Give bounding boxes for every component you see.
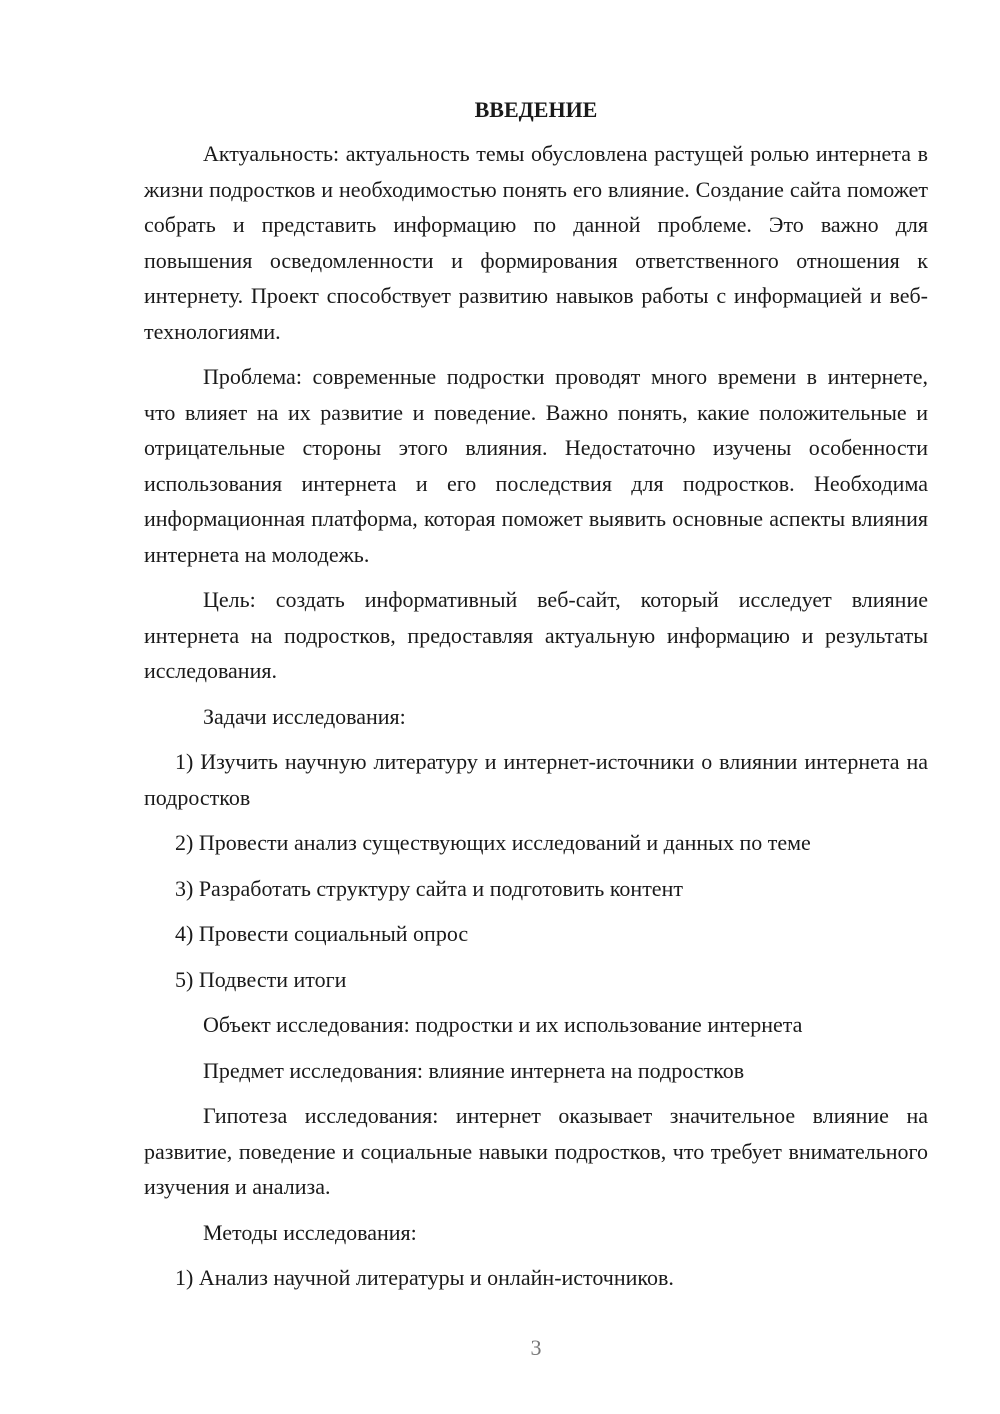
research-subject: Предмет исследования: влияние интернета на подростков — [203, 1057, 745, 1083]
goal-paragraph: Цель: создать информативный веб-сайт, который исследует влияние интернета на подростков, предоставляя актуальную информацию и результаты исследования. — [144, 587, 928, 683]
task-item: 5) Подвести итоги — [175, 966, 347, 992]
problem-paragraph: Проблема: современные подростки проводят много времени в интернете, что влияет на их развитие и поведение. Важно понять, какие положительные и отрицательные стороны этого влияния. Недостаточно изучены особенности использования интернета и его последствия для подростков. Необходима информационная платформа, которая поможет выявить основные аспекты влияния интернета на молодежь. — [144, 364, 928, 567]
hypothesis-paragraph: Гипотеза исследования: интернет оказывает значительное влияние на развитие, поведение и социальные навыки подростков, что требует внимательного изучения и анализа. — [144, 1103, 928, 1199]
tasks-heading: Задачи исследования: — [203, 703, 406, 729]
method-item: 1) Анализ научной литературы и онлайн-источников. — [175, 1265, 674, 1290]
page-number: 3 — [530, 1335, 542, 1360]
page-content — [144, 94, 928, 1306]
methods-heading: Методы исследования: — [203, 1219, 417, 1245]
task-item: 4) Провести социальный опрос — [175, 921, 469, 946]
task-item: 3) Разработать структуру сайта и подготовить контент — [175, 875, 683, 901]
page-title: ВВЕДЕНИЕ — [474, 97, 598, 122]
task-item: 2) Провести анализ существующих исследований и данных по теме — [175, 830, 811, 855]
task-item: 1) Изучить научную литературу и интернет-источники о влиянии интернета на подростков — [144, 749, 928, 810]
relevance-paragraph: Актуальность: актуальность темы обусловлена растущей ролью интернета в жизни подростков и необходимостью понять его влияние. Создание сайта поможет собрать и представить информацию по данной проблеме. Это важно для повышения осведомленности и формирования ответственного отношения к интернету. Проект способствует развитию навыков работы с информацией и веб-технологиями. — [144, 141, 928, 344]
research-object: Объект исследования: подростки и их использование интернета — [203, 1012, 803, 1037]
